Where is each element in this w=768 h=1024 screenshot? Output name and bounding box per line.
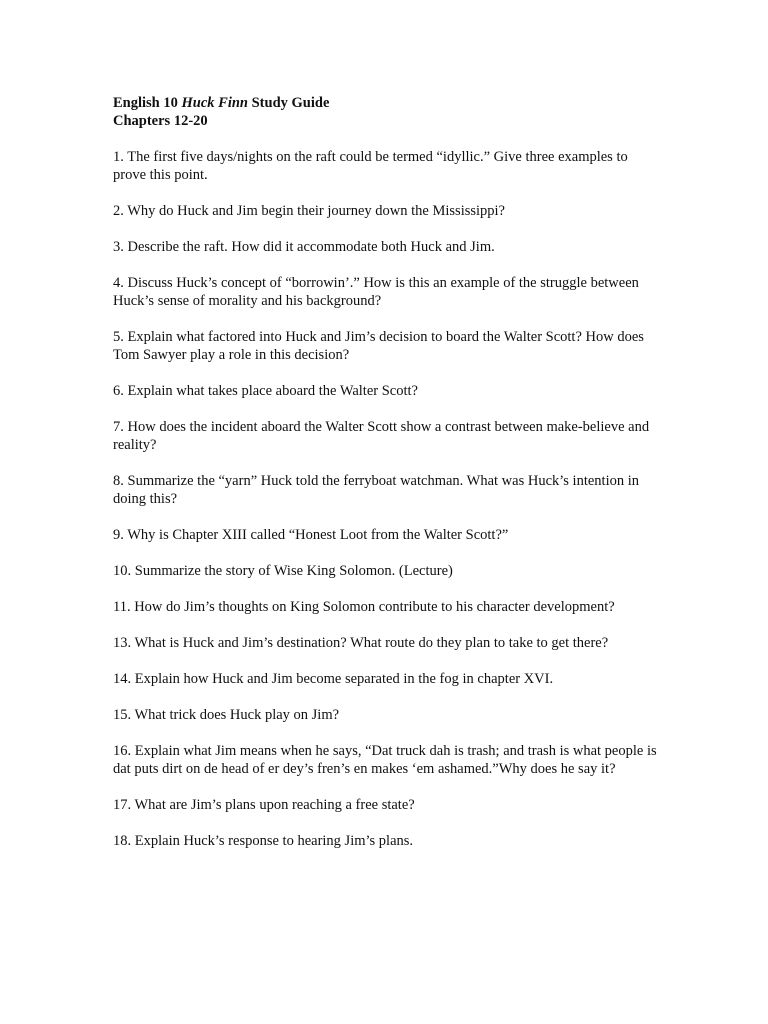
- question-item: 9. Why is Chapter XIII called “Honest Loot from the Walter Scott?”: [113, 527, 509, 543]
- question-item: 8. Summarize the “yarn” Huck told the ferryboat watchman. What was Huck’s intention in doing this?: [113, 473, 640, 507]
- question-item: 3. Describe the raft. How did it accommodate both Huck and Jim.: [113, 239, 495, 255]
- question-item: 7. How does the incident aboard the Walter Scott show a contrast between make-believe and reality?: [113, 419, 650, 453]
- question-item: 16. Explain what Jim means when he says, “Dat truck dah is trash; and trash is what people is dat puts dirt on de head of er dey’s fren’s en makes ‘em ashamed.”Why does he say it?: [113, 743, 657, 777]
- question-list: [113, 148, 658, 850]
- question-item: 10. Summarize the story of Wise King Solomon. (Lecture): [113, 563, 453, 579]
- title-course: English 10: [113, 95, 182, 111]
- chapters-subtitle: Chapters 12-20: [113, 113, 208, 129]
- question-item: 18. Explain Huck’s response to hearing Jim’s plans.: [113, 833, 414, 849]
- question-item: 17. What are Jim’s plans upon reaching a free state?: [113, 797, 415, 813]
- question-item: 2. Why do Huck and Jim begin their journey down the Mississippi?: [113, 203, 505, 219]
- question-item: 14. Explain how Huck and Jim become separated in the fog in chapter XVI.: [113, 671, 554, 687]
- question-item: 11. How do Jim’s thoughts on King Solomon contribute to his character development?: [113, 599, 615, 615]
- question-item: 5. Explain what factored into Huck and Jim’s decision to board the Walter Scott? How does Tom Sawyer play a role in this decision?: [113, 329, 644, 363]
- title-book: Huck Finn: [181, 95, 248, 111]
- question-item: 13. What is Huck and Jim’s destination? What route do they plan to take to get there?: [113, 635, 609, 651]
- question-item: 15. What trick does Huck play on Jim?: [113, 707, 340, 723]
- study-guide-page: [113, 94, 658, 868]
- document-title: [113, 94, 658, 112]
- question-item: 4. Discuss Huck’s concept of “borrowin’.” How is this an example of the struggle between Huck’s sense of morality and his background?: [113, 275, 639, 309]
- question-item: 6. Explain what takes place aboard the Walter Scott?: [113, 383, 418, 399]
- question-item: 1. The first five days/nights on the raft could be termed “idyllic.” Give three examples to prove this point.: [113, 149, 628, 183]
- title-suffix: Study Guide: [247, 95, 330, 111]
